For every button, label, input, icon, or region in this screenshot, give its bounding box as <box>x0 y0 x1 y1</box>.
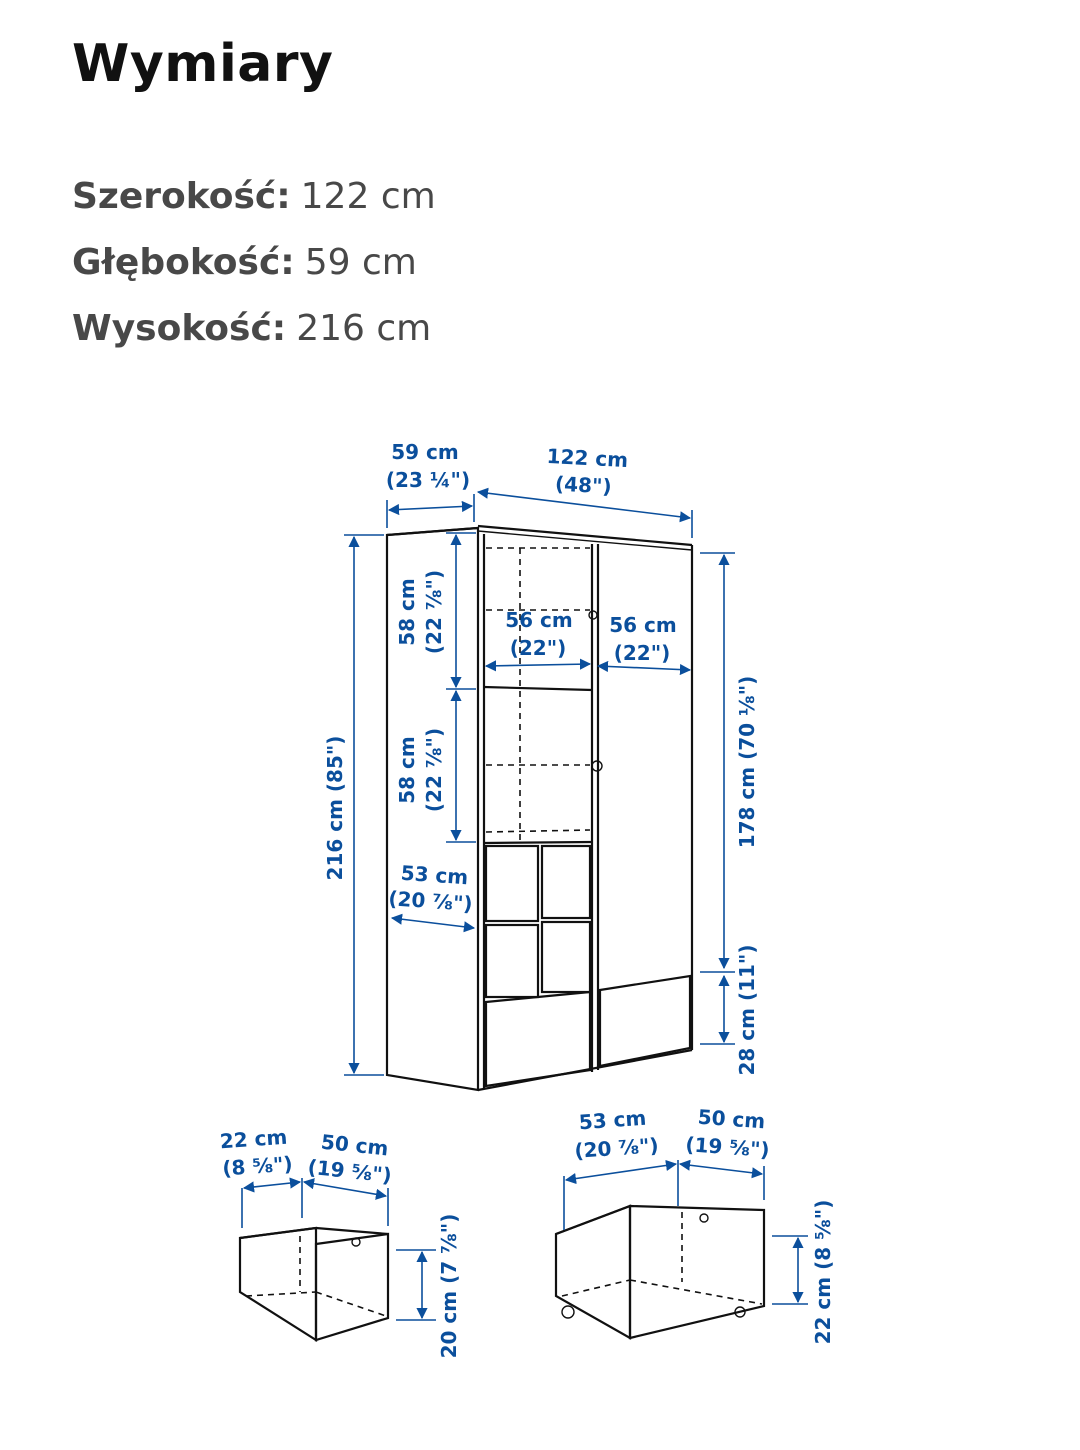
inner-depth-in-label: (20 ⅞") <box>387 886 474 916</box>
spec-height-label: Wysokość: <box>72 308 287 349</box>
large-drawer-dimension-lines <box>564 1160 808 1304</box>
small-drawer-width-cm-label: 50 cm <box>319 1129 390 1161</box>
large-drawer-depth-cm-label: 53 cm <box>578 1105 648 1135</box>
large-drawer-drawing <box>556 1206 764 1338</box>
inner-left-cm-label: 56 cm <box>505 608 573 632</box>
spec-height-value: 216 cm <box>296 308 432 349</box>
shelf-mid-cm-label: 58 cm <box>395 736 419 804</box>
large-drawer-depth-in-label: (20 ⅞") <box>573 1133 660 1163</box>
inner-right-in-label: (22") <box>613 641 671 665</box>
small-drawer-drawing <box>240 1228 388 1340</box>
page-title: Wymiary <box>72 34 334 94</box>
inner-right-cm-label: 56 cm <box>609 613 677 637</box>
spec-depth-value: 59 cm <box>304 242 417 283</box>
height-label: 216 cm (85") <box>323 735 347 881</box>
shelf-top-in-label: (22 ⅞") <box>422 569 446 655</box>
spec-width-label: Szerokość: <box>72 176 291 217</box>
large-drawer-height-label: 22 cm (8 ⅝") <box>811 1199 835 1345</box>
small-drawer-height-label: 20 cm (7 ⅞") <box>437 1213 461 1359</box>
width-cm-label: 122 cm <box>546 443 629 473</box>
small-drawer-width-in-label: (19 ⅝") <box>306 1154 393 1188</box>
spec-width-value: 122 cm <box>300 176 436 217</box>
small-drawer-depth-in-label: (8 ⅝") <box>221 1151 294 1181</box>
depth-in-label: (23 ¼") <box>385 468 471 492</box>
base-height-label: 28 cm (11") <box>735 944 759 1076</box>
door-height-label: 178 cm (70 ⅛") <box>735 675 759 849</box>
spec-depth-label: Głębokość: <box>72 242 295 283</box>
width-in-label: (48") <box>554 471 613 499</box>
inner-depth-cm-label: 53 cm <box>399 860 469 890</box>
shelf-top-cm-label: 58 cm <box>395 578 419 646</box>
small-drawer-dimension-lines <box>242 1178 436 1320</box>
depth-cm-label: 59 cm <box>391 440 459 464</box>
large-drawer-width-in-label: (19 ⅝") <box>684 1132 771 1162</box>
shelf-mid-in-label: (22 ⅞") <box>422 727 446 813</box>
large-drawer-width-cm-label: 50 cm <box>696 1104 766 1134</box>
small-drawer-depth-cm-label: 22 cm <box>219 1124 289 1154</box>
inner-left-in-label: (22") <box>509 636 567 660</box>
